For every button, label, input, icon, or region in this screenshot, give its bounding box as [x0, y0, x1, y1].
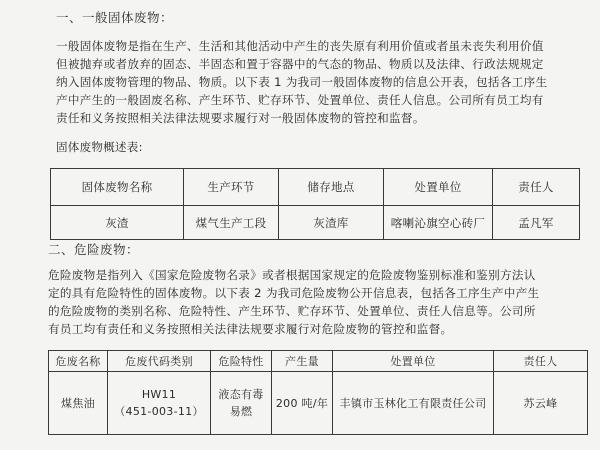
- waste-code-number: （451-003-11）: [114, 405, 204, 418]
- section1-heading: 一、一般固体废物：: [56, 10, 174, 25]
- paragraph-line: 有员工均有责任和义务按照相关法律法规要求履行对危险废物的管控和监督。: [48, 322, 453, 336]
- table-cell: 煤气生产工段: [184, 206, 279, 240]
- column-header: 危废名称: [49, 351, 108, 372]
- waste-code: HW11: [141, 388, 177, 401]
- table-header-row: [49, 351, 588, 372]
- hazard-property: 易燃: [229, 405, 253, 418]
- solid-waste-table: [50, 168, 580, 240]
- table-cell: 丰镇市玉林化工有限责任公司: [333, 372, 494, 435]
- column-header: 危险特性: [211, 351, 272, 372]
- section2-heading: 二、危险废物：: [48, 242, 140, 257]
- table-header-row: [51, 169, 580, 206]
- paragraph-line: 产中产生的一般固废名称、产生环节、贮存环节、处置单位、责任人信息。公司所有员工均有: [56, 93, 544, 107]
- column-header: 处置单位: [384, 169, 493, 206]
- table-row: [51, 206, 580, 240]
- paragraph-line: 一般固体废物是指在生产、生活和其他活动中产生的丧失原有利用价值或者虽未丧失利用价值: [56, 39, 544, 53]
- column-header: 产生量: [272, 351, 333, 372]
- column-header: 固体废物名称: [51, 169, 184, 206]
- column-header: 处置单位: [333, 351, 494, 372]
- table-cell: 孟凡军: [493, 206, 580, 240]
- paragraph-line: 危险废物是指列入《国家危险废物名录》或者根据国家规定的危险废物鉴别标准和鉴别方法认: [48, 268, 536, 282]
- column-header: 储存地点: [279, 169, 384, 206]
- table-cell: [108, 372, 211, 435]
- table-cell: 灰渣: [51, 206, 184, 240]
- section2-paragraph: [48, 266, 539, 338]
- hazard-property: 液态有毒: [218, 388, 264, 401]
- table-cell: 煤焦油: [49, 372, 108, 435]
- column-header: 生产环节: [184, 169, 279, 206]
- table-cell: [211, 372, 272, 435]
- table-cell: 苏云峰: [494, 372, 588, 435]
- table-cell: 200 吨/年: [272, 372, 333, 435]
- column-header: 危废代码类别: [108, 351, 211, 372]
- section1-paragraph: [56, 37, 547, 127]
- paragraph-line: 的危险废物的类别名称、危险特性、产生环节、贮存环节、处置单位、责任人信息等。公司所: [48, 304, 536, 318]
- paragraph-line: 责任和义务按照相关法律法规要求履行对一般固体废物的管控和监督。: [56, 111, 425, 125]
- paragraph-line: 定的具有危险特性的固体废物。以下表 2 为我司危险废物公开信息表，包括各工序生产中产生: [48, 286, 540, 300]
- hazardous-waste-table: [48, 350, 588, 435]
- table-cell: 灰渣库: [279, 206, 384, 240]
- column-header: 责任人: [493, 169, 580, 206]
- table1-caption: 固体废物概述表:: [56, 140, 143, 154]
- column-header: 责任人: [494, 351, 588, 372]
- paragraph-line: 但被抛弃或者放弃的固态、半固态和置于容器中的气态的物品、物质以及法律、行政法规规定: [56, 57, 544, 71]
- table-row: [49, 372, 588, 435]
- paragraph-line: 纳入固体废物管理的物品、物质。以下表 1 为我司一般固体废物的信息公开表，包括各工序生: [56, 75, 548, 89]
- table-cell: 喀喇沁旗空心砖厂: [384, 206, 493, 240]
